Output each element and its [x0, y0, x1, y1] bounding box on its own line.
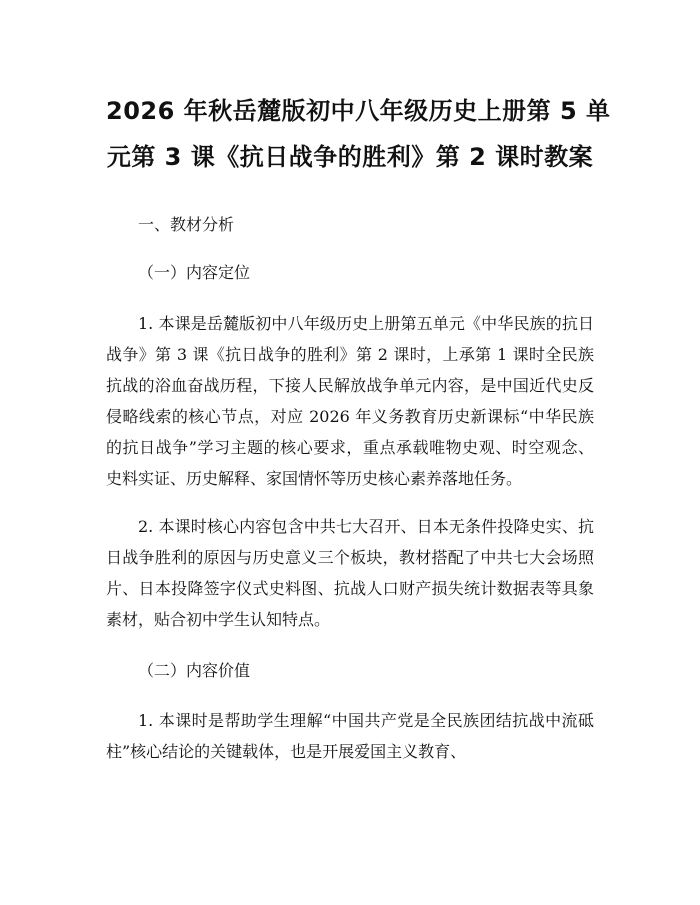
subsection-heading-content-value: （二）内容价值: [138, 661, 251, 680]
paragraph-1: 1. 本课是岳麓版初中八年级历史上册第五单元《中华民族的抗日战争》第 3 课《抗日战争的胜利》第 2 课时，上承第 1 课时全民族抗战的浴血奋战历程，下接人民解放战争单元内容，是中国近代史反侵略线索的核心节点，对应 2026 年义务教育历史新课标“中华民族的抗日战争”学习主题的核心要求，重点承载唯物史观、时空观念、史料实证、历史解释、家国情怀等历史核心素养落地任务。: [106, 314, 594, 488]
paragraph-3: 1. 本课时是帮助学生理解“中国共产党是全民族团结抗战中流砥柱”核心结论的关键载体，也是开展爱国主义教育、: [106, 711, 594, 761]
paragraph-2: 2. 本课时核心内容包含中共七大召开、日本无条件投降史实、抗日战争胜利的原因与历史意义三个板块，教材搭配了中共七大会场照片、日本投降签字仪式史料图、抗战人口财产损失统计数据表等具象素材，贴合初中学生认知特点。: [106, 517, 594, 629]
title-line-1: 2026 年秋岳麓版初中八年级历史上册第 5 单: [106, 97, 611, 125]
subsection-heading-content-positioning: （一）内容定位: [138, 263, 251, 282]
section-heading-textbook-analysis: 一、教材分析: [138, 215, 235, 234]
title-line-2: 元第 3 课《抗日战争的胜利》第 2 课时教案: [106, 143, 594, 171]
document-title: [106, 88, 611, 180]
